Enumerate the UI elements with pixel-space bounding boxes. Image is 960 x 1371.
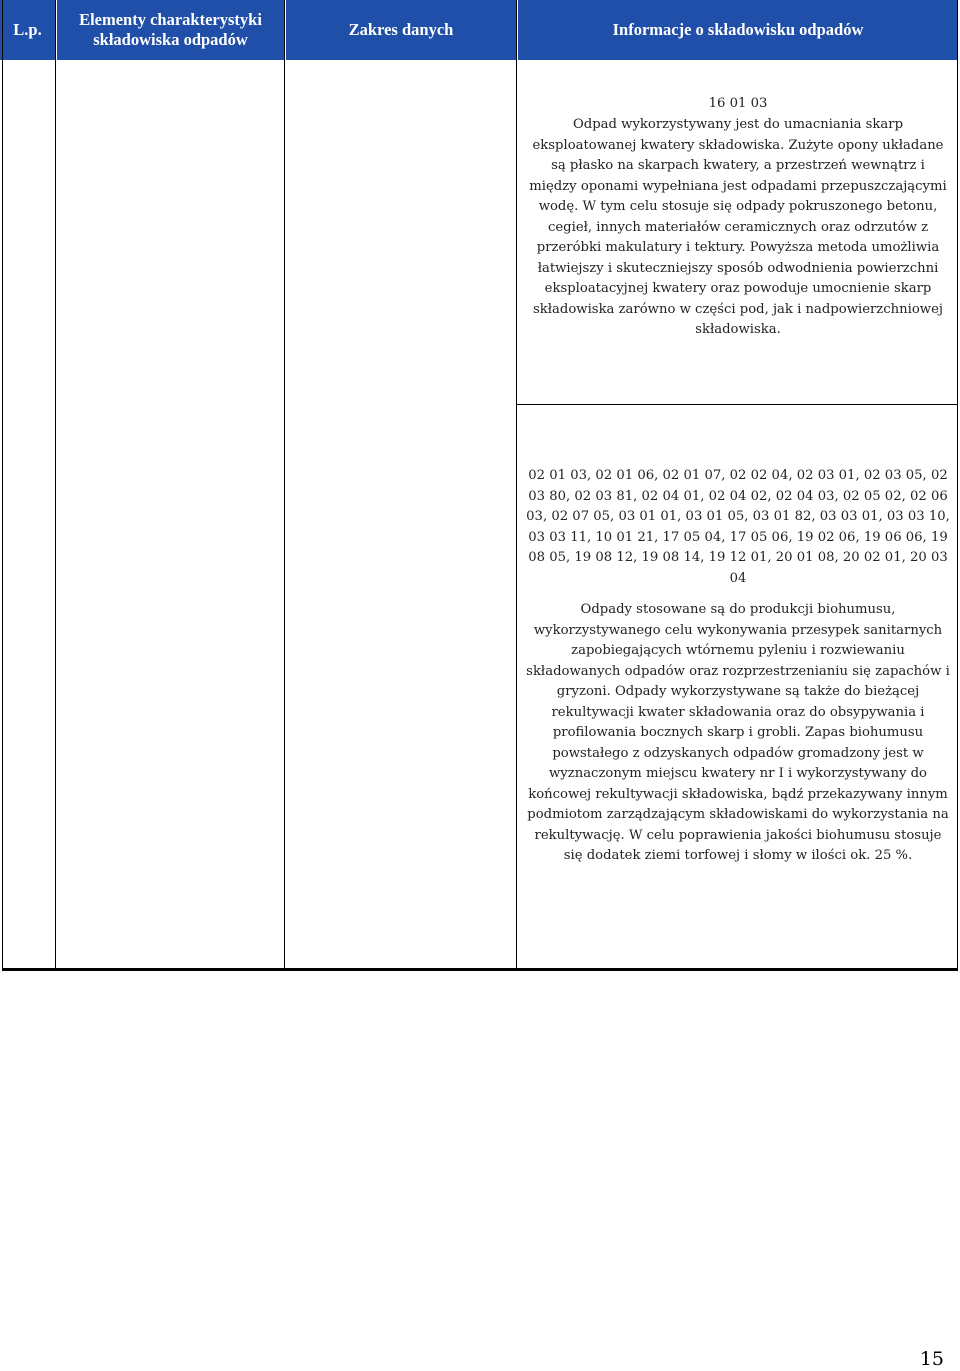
table-bottom-border	[2, 968, 958, 971]
column-divider	[516, 0, 517, 970]
waste-code-cell: 16 01 03	[708, 96, 768, 111]
header-lp: L.p.	[0, 0, 55, 60]
column-divider	[284, 0, 285, 970]
header-scope: Zakres danych	[286, 0, 516, 60]
waste-code-cell: 02 01 03, 02 01 06, 02 01 07, 02 02 04, 02 03 01, 02 03 05, 02 03 80, 02 03 81, 02 04 01, 02 04 02, 02 04 03, 02 05 02, 02 06 03, 02 07 05, 03 01 01, 03 01 05, 03 01 82, 03 03 01, 03 03 10, 03 03 11, 10 01 21, 17 05 04, 17 05 06, 19 02 06, 19 06 06, 19 08 05, 19 08 12, 19 08 14, 19 12 01, 20 01 08, 20 02 01, 20 03 04	[526, 468, 950, 586]
table-border-left	[2, 0, 3, 970]
header-elements: Elementy charakterystyki składowiska odpadów	[57, 0, 284, 60]
page-number: 15	[919, 1348, 944, 1370]
waste-description-cell: Odpad wykorzystywany jest do umacniania skarp eksploatowanej kwatery składowiska. Zużyte opony układane są płasko na skarpach kwatery, a przestrzeń wewnątrz i między oponami wypełniana jest odpadami przepuszczającymi wodę. W tym celu stosuje się odpady pokruszonego betonu, cegieł, innych materiałów ceramicznych oraz odrzutów z przeróbki makulatury i tektury. Powyższa metoda umożliwia łatwiejszy i skuteczniejszy sposób odwodnienia powierzchni eksploatacyjnej kwatery oraz powoduje umocnienie skarp składowiska zarówno w części pod, jak i nadpowierzchniowej składowiska.	[529, 117, 947, 337]
waste-description-cell: Odpady stosowane są do produkcji biohumusu, wykorzystywanego celu wykonywania przesypek sanitarnych zapobiegających wtórnemu pyleniu i rozwiewaniu składowanych odpadów oraz rozprzestrzenianiu się zapachów i gryzoni. Odpady wykorzystywane są także do bieżącej rekultywacji kwater składowania oraz do obsypywania i profilowania bocznych skarp i grobli. Zapas biohumusu powstałego z odzyskanych odpadów gromadzony jest w wyznaczonym miejscu kwatery nr I i wykorzystywany do końcowej rekultywacji składowiska, bądź przekazywany innym podmiotom zarządzającym składowiskami do wykorzystania na rekultywację. W celu poprawienia jakości biohumusu stosuje się dodatek ziemi torfowej i słomy w ilości ok. 25 %.	[526, 602, 950, 863]
row-divider	[516, 404, 958, 405]
column-divider	[55, 0, 56, 970]
table-border-right	[957, 0, 958, 970]
header-info: Informacje o składowisku odpadów	[518, 0, 958, 60]
